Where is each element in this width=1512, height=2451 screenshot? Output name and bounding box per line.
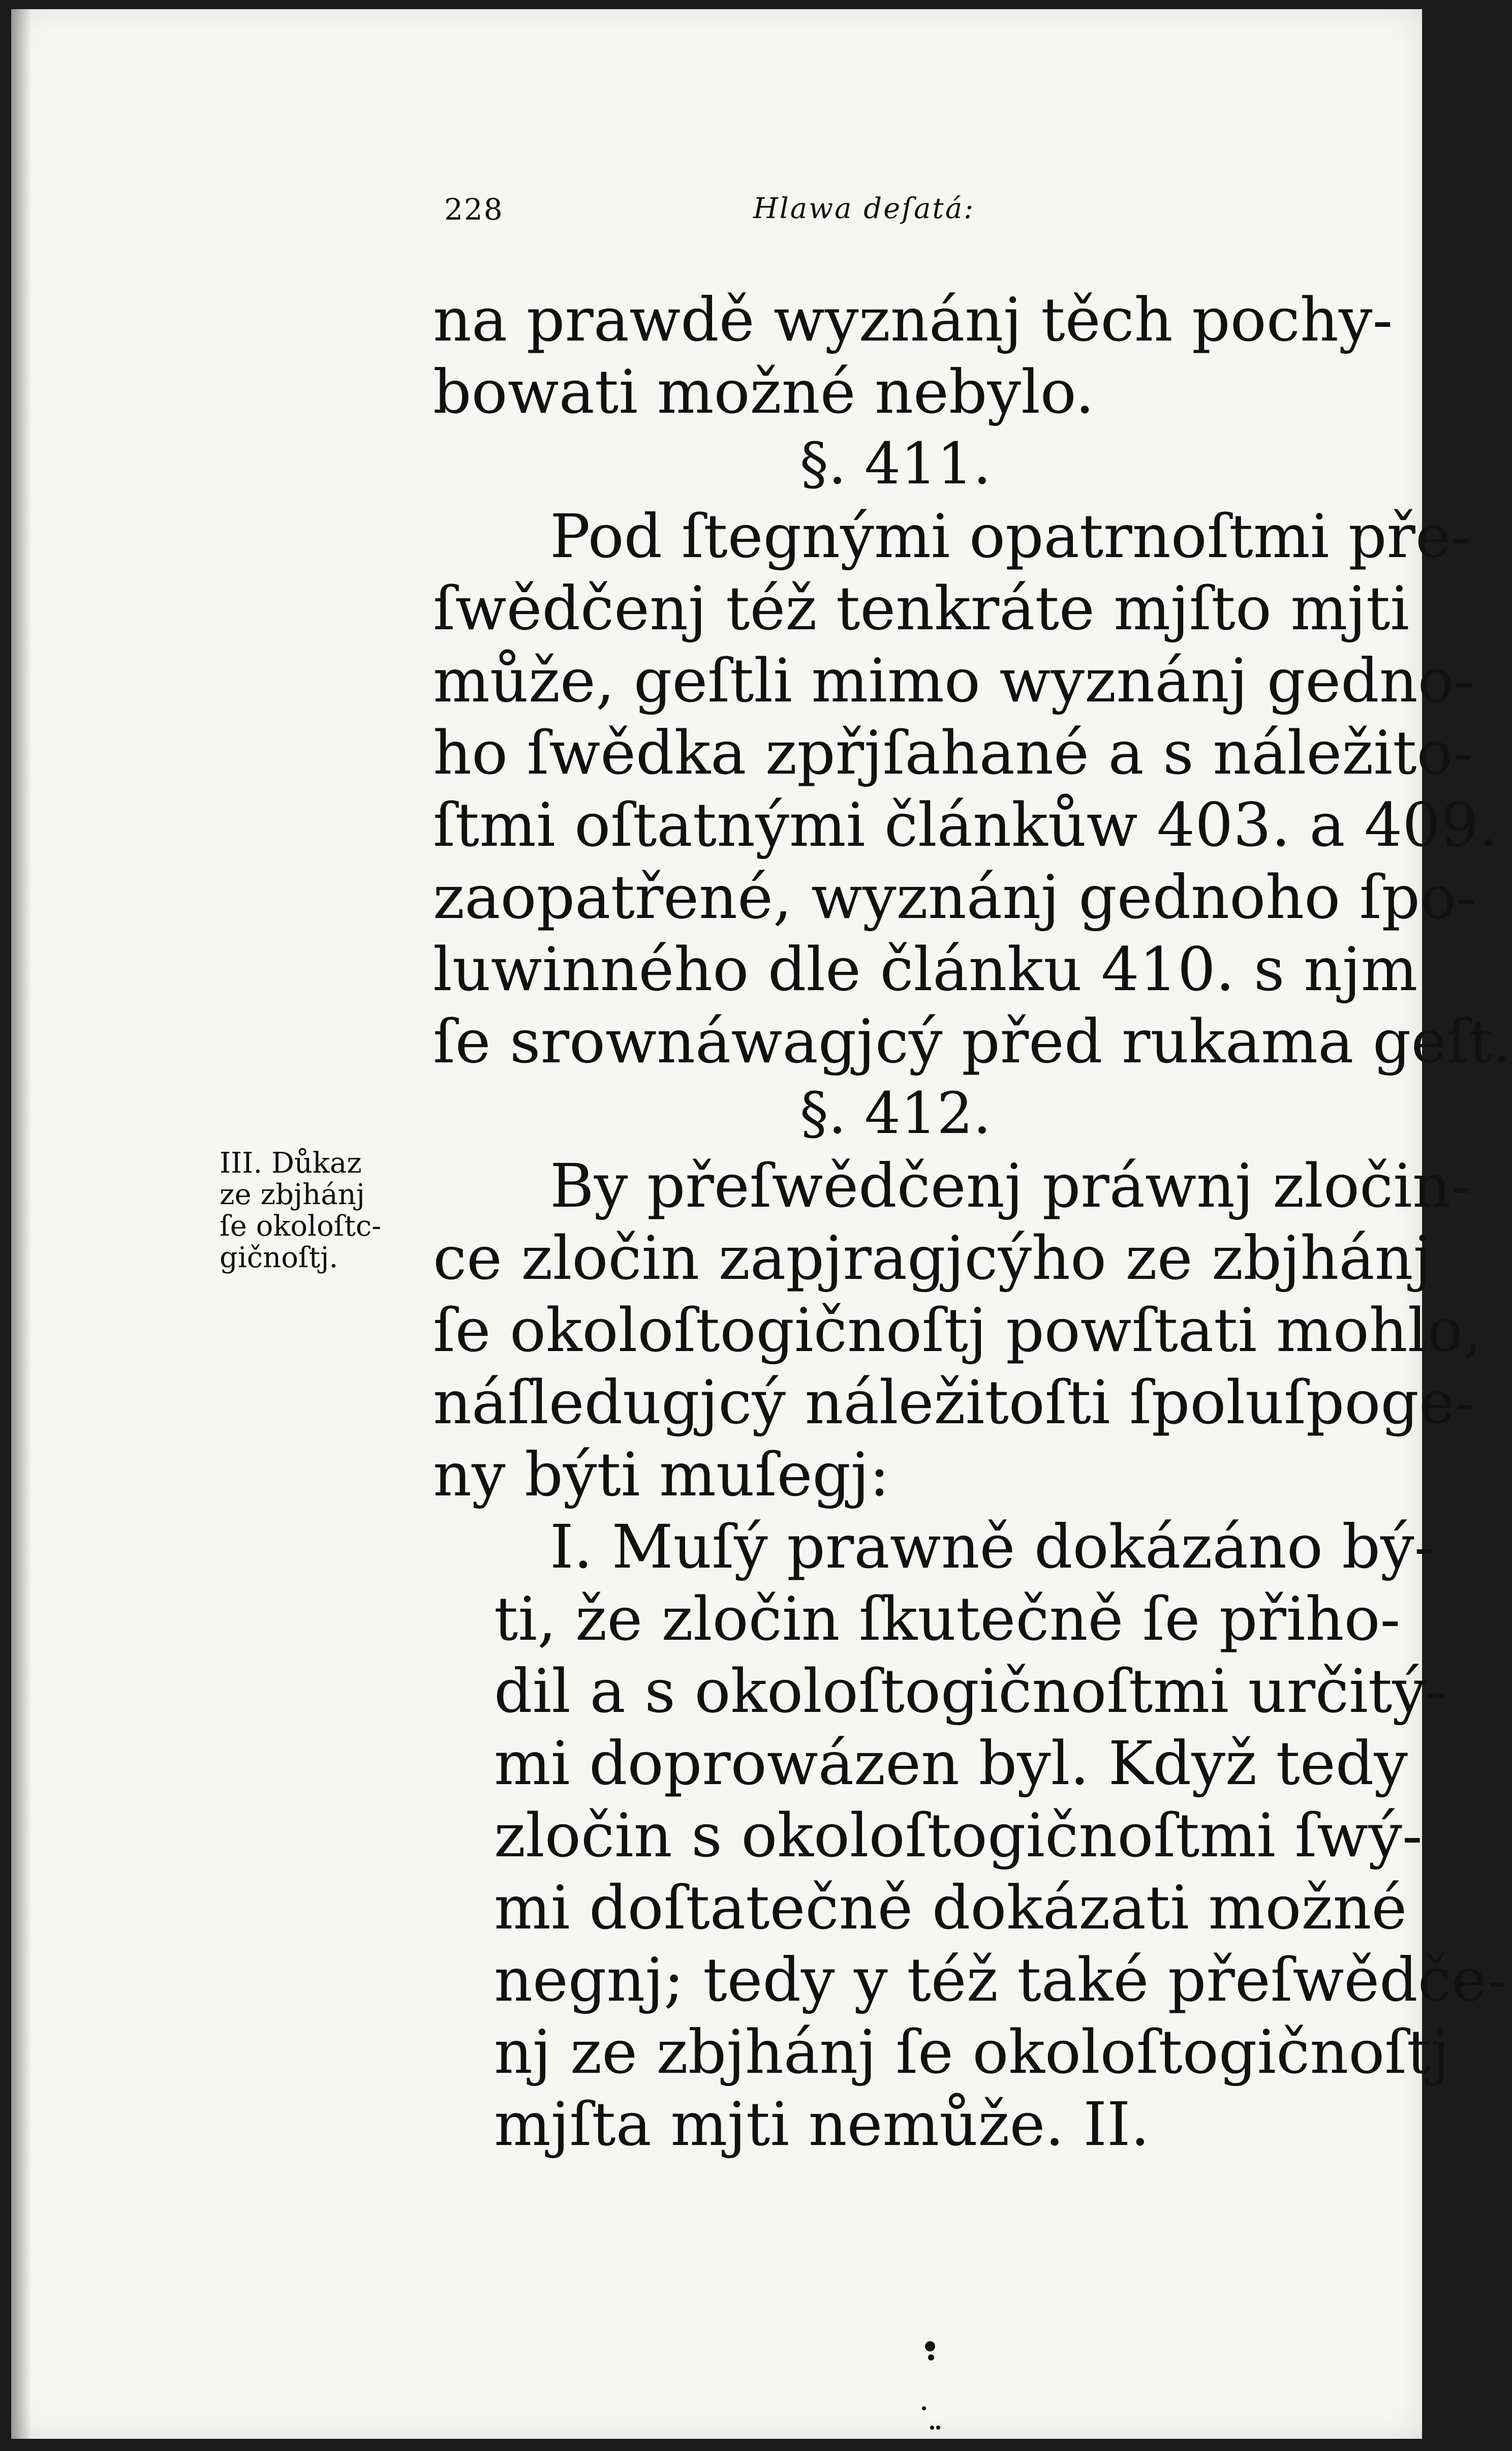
- marginal-note-line: gičnoſtj.: [220, 1241, 338, 1274]
- marginal-note-line: III. Důkaz: [220, 1147, 362, 1180]
- text-line: ſe srownáwagjcý před rukama geſt.: [433, 1006, 1512, 1077]
- text-line: ſe okoloſtogičnoſtj powſtati mohlo,: [433, 1295, 1483, 1365]
- text-line: I. Muſý prawně dokázáno bý-: [550, 1512, 1435, 1582]
- text-line: zločin s okoloſtogičnoſtmi ſwý-: [494, 1800, 1423, 1871]
- page-number: 228: [444, 192, 504, 227]
- marginal-note: [220, 1148, 433, 1274]
- text-line: zaopatřené, wyznánj gednoho ſpo-: [433, 862, 1476, 932]
- text-line: ſtmi oſtatnými článkůw 403. a 409.: [433, 790, 1498, 860]
- text-line: ny býti muſegj:: [433, 1439, 890, 1510]
- text-line: může, geſtli mimo wyznánj gedno-: [433, 646, 1474, 716]
- ink-specks: [901, 2337, 962, 2439]
- book-page: [11, 9, 1512, 2439]
- text-line: mjſta mjti nemůže. II.: [494, 2089, 1150, 2159]
- text-line: ho ſwědka zpřjſahané a s náležito-: [433, 718, 1473, 788]
- text-line: bowati možné nebylo.: [433, 357, 1095, 427]
- text-line: Pod ſtegnými opatrnoſtmi pře-: [550, 501, 1471, 571]
- text-line: náſledugjcý náležitoſti ſpoluſpoge-: [433, 1367, 1475, 1437]
- text-line: nj ze zbjhánj ſe okoloſtogičnoſtj: [494, 2017, 1449, 2087]
- marginal-note-line: ſe okoloſtc-: [220, 1210, 382, 1243]
- section-heading: §. 412.: [799, 1081, 992, 1147]
- text-line: luwinného dle článku 410. s njm: [433, 934, 1418, 1004]
- section-heading: §. 411.: [799, 431, 992, 497]
- text-line: By přeſwědčenj práwnj zločin-: [550, 1151, 1471, 1221]
- text-line: mi doſtatečně dokázati možné: [494, 1873, 1407, 1943]
- text-line: ſwědčenj též tenkráte mjſto mjti: [433, 573, 1410, 644]
- text-line: negnj; tedy y též také přeſwědče-: [494, 1945, 1507, 2015]
- page-header: [11, 192, 1422, 243]
- running-head: Hlawa deſatá:: [753, 192, 975, 225]
- text-line: mi doprowázen byl. Když tedy: [494, 1728, 1408, 1798]
- body-text: [433, 284, 1512, 2160]
- page-edge-shadow: [11, 9, 32, 2439]
- text-line: dil a s okoloſtogičnoſtmi určitý-: [494, 1656, 1446, 1726]
- text-line: na prawdě wyznánj těch pochy-: [433, 285, 1393, 355]
- text-line: ce zločin zapjragjcýho ze zbjhánj: [433, 1223, 1432, 1293]
- marginal-note-line: ze zbjhánj: [220, 1178, 365, 1211]
- text-line: ti, že zločin ſkutečně ſe přiho-: [494, 1584, 1401, 1654]
